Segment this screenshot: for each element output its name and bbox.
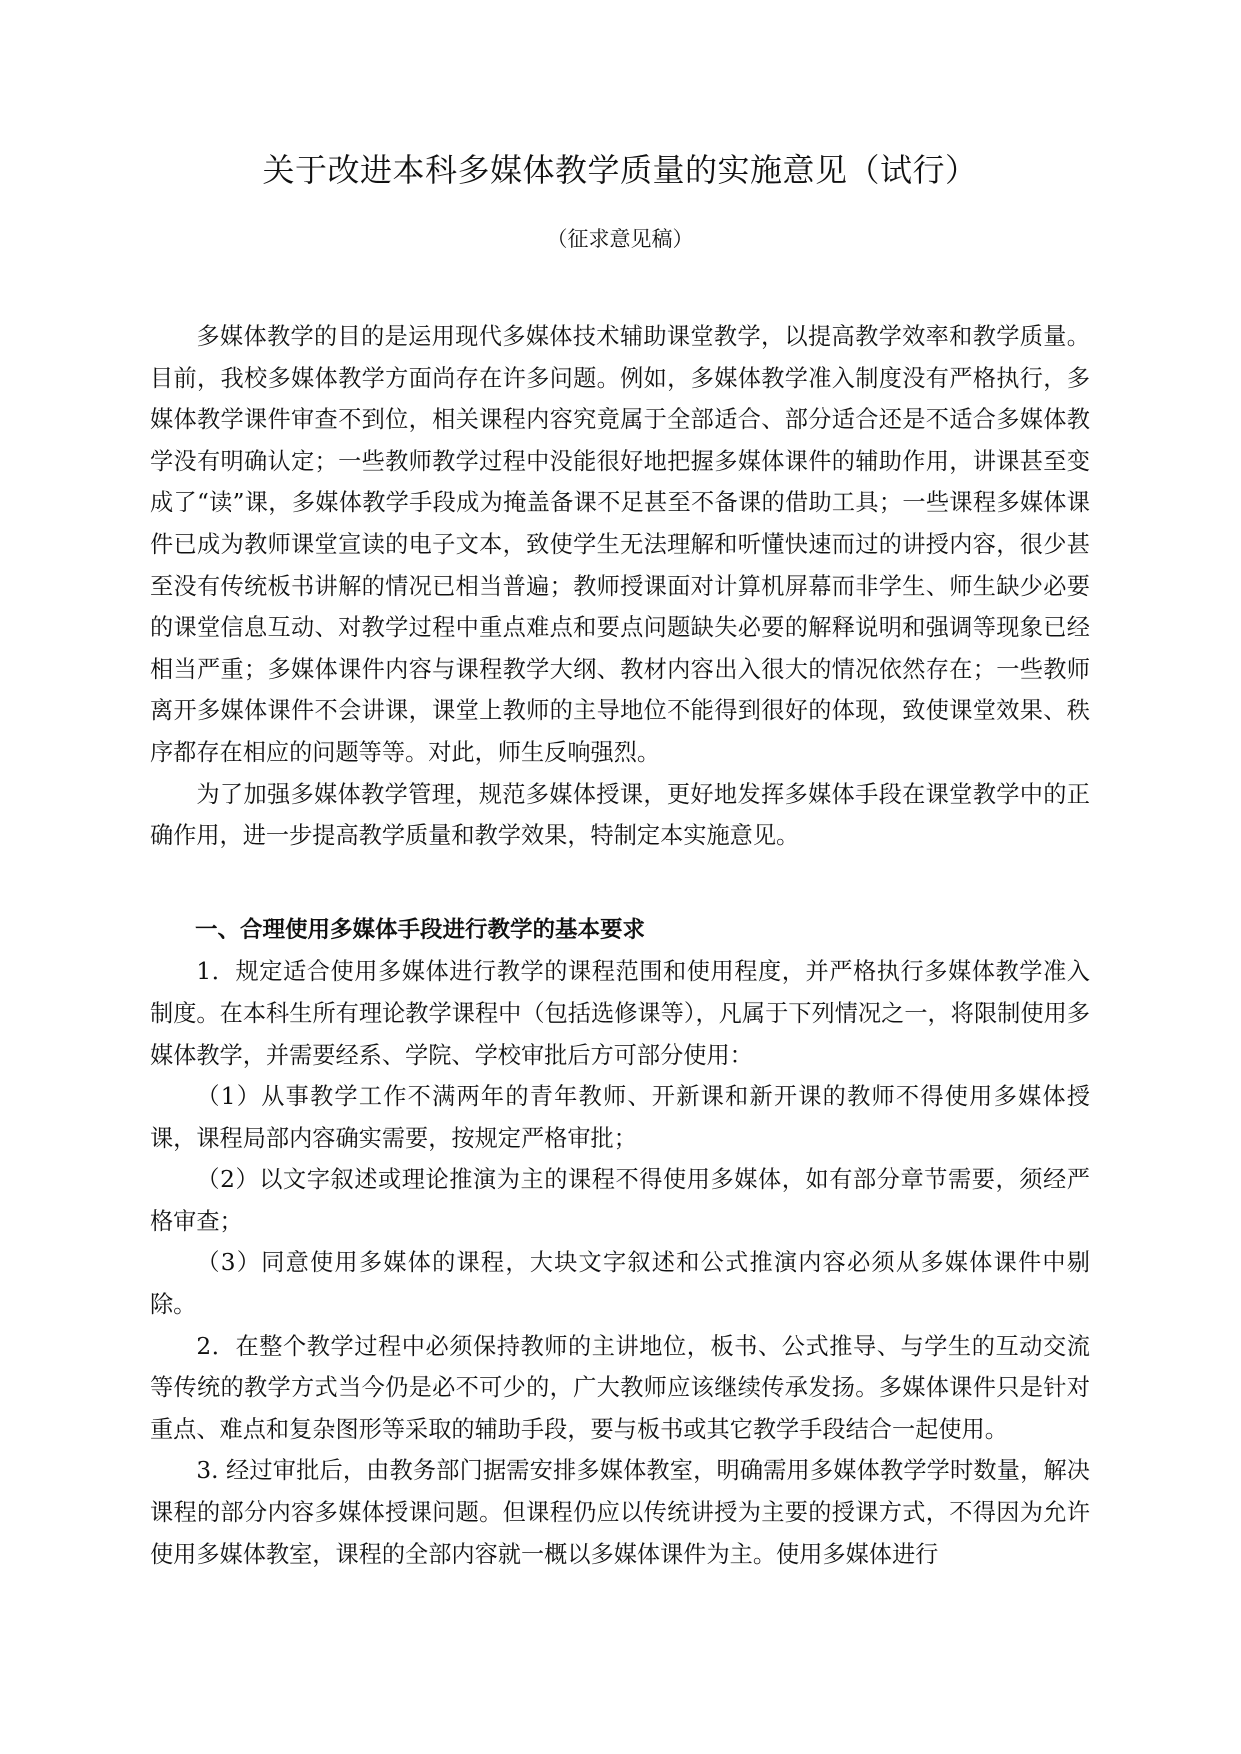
document-body [150, 316, 1090, 1575]
document-title: 关于改进本科多媒体教学质量的实施意见（试行） [262, 151, 978, 189]
document-subtitle: （征求意见稿） [546, 227, 694, 251]
section1-paragraph-5: 2．在整个教学过程中必须保持教师的主讲地位，板书、公式推导、与学生的互动交流等传统的教学方式当今仍是必不可少的，广大教师应该继续传承发扬。多媒体课件只是针对重点、难点和复杂图形等采取的辅助手段，要与板书或其它教学手段结合一起使用。 [150, 1332, 1090, 1443]
document-page [150, 150, 1090, 1575]
section1-paragraph-4: （3）同意使用多媒体的课程，大块文字叙述和公式推演内容必须从多媒体课件中剔除。 [150, 1249, 1090, 1319]
section1-paragraph-3: （2）以文字叙述或理论推演为主的课程不得使用多媒体，如有部分章节需要，须经严格审查； [150, 1166, 1090, 1235]
section1-paragraph-2: （1）从事教学工作不满两年的青年教师、开新课和新开课的教师不得使用多媒体授课，课程局部内容确实需要，按规定严格审批； [150, 1083, 1090, 1152]
section1-paragraph-6: 3. 经过审批后，由教务部门据需安排多媒体教室，明确需用多媒体教学学时数量，解决课程的部分内容多媒体授课问题。但课程仍应以传统讲授为主要的授课方式，不得因为允许使用多媒体教室，课程的全部内容就一概以多媒体课件为主。使用多媒体进行 [150, 1457, 1090, 1568]
intro-paragraph-2: 为了加强多媒体教学管理，规范多媒体授课，更好地发挥多媒体手段在课堂教学中的正确作用，进一步提高教学质量和教学效果，特制定本实施意见。 [150, 780, 1090, 850]
section-spacer [150, 857, 1090, 910]
intro-paragraph-1: 多媒体教学的目的是运用现代多媒体技术辅助课堂教学，以提高教学效率和教学质量。目前，我校多媒体教学方面尚存在许多问题。例如，多媒体教学准入制度没有严格执行，多媒体教学课件审查不到位，相关课程内容究竟属于全部适合、部分适合还是不适合多媒体教学没有明确认定；一些教师教学过程中没能很好地把握多媒体课件的辅助作用，讲课甚至变成了“读”课，多媒体教学手段成为掩盖备课不足甚至不备课的借助工具；一些课程多媒体课件已成为教师课堂宣读的电子文本，致使学生无法理解和听懂快速而过的讲授内容，很少甚至没有传统板书讲解的情况已相当普遍；教师授课面对计算机屏幕而非学生、师生缺少必要的课堂信息互动、对教学过程中重点难点和要点问题缺失必要的解释说明和强调等现象已经相当严重；多媒体课件内容与课程教学大纲、教材内容出入很大的情况依然存在；一些教师离开多媒体课件不会讲课，课堂上教师的主导地位不能得到很好的体现，致使课堂效果、秩序都存在相应的问题等等。对此，师生反响强烈。 [150, 323, 1090, 766]
section1-paragraph-1: 1．规定适合使用多媒体进行教学的课程范围和使用程度，并严格执行多媒体教学准入制度。在本科生所有理论教学课程中（包括选修课等），凡属于下列情况之一，将限制使用多媒体教学，并需要经系、学院、学校审批后方可部分使用： [150, 958, 1090, 1069]
section-heading-1: 一、合理使用多媒体手段进行教学的基本要求 [195, 916, 646, 943]
